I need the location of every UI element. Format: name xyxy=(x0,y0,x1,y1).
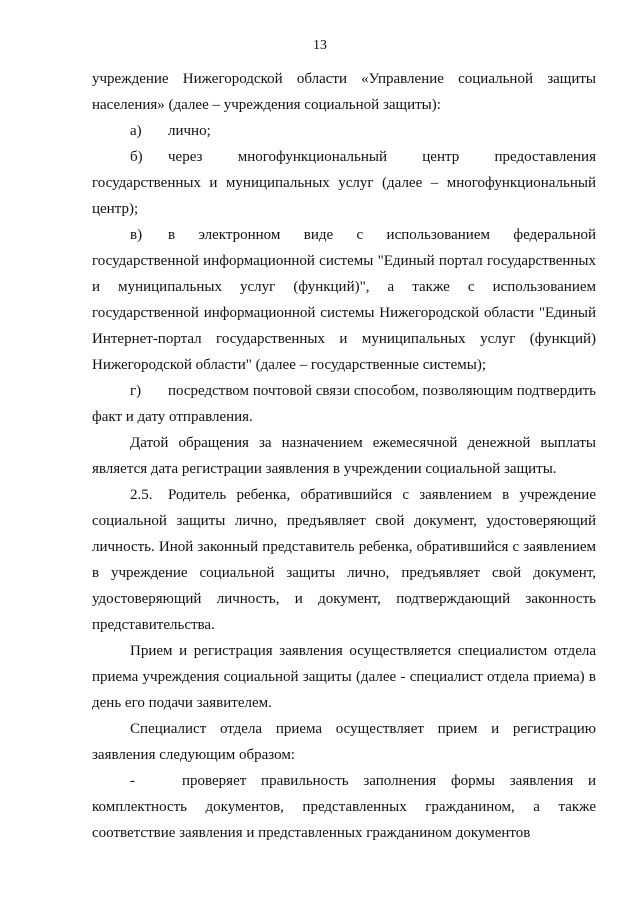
page-number: 13 xyxy=(313,38,327,53)
list-item-b xyxy=(92,144,596,222)
list-item-label: г) xyxy=(130,383,142,399)
section-text: Родитель ребенка, обратившийся с заявлением в учреждение социальной защиты лично, предъявляет свой документ, удостоверяющий личность. Иной законный представитель ребенка, обратившийся с заявлением в учреждение социальной защиты лично, предъявляет свой документ, удостоверяющий личность, и документ, подтверждающий законность представительства. xyxy=(92,487,596,633)
list-item-text: лично; xyxy=(168,123,211,139)
list-item-text: через многофункциональный центр предоставления государственных и муниципальных услуг (далее – многофункциональный центр); xyxy=(92,149,596,217)
paragraph-application-date: Датой обращения за назначением ежемесячной денежной выплаты является дата регистрации заявления в учреждении социальной защиты. xyxy=(92,435,596,477)
list-item-label: в) xyxy=(130,227,143,243)
list-item-label: б) xyxy=(130,149,143,165)
list-item-g xyxy=(92,378,596,430)
document-body xyxy=(92,66,596,846)
list-item-text: посредством почтовой связи способом, позволяющим подтвердить факт и дату отправления. xyxy=(92,383,596,425)
list-item-label: а) xyxy=(130,123,142,139)
list-item-dash xyxy=(92,768,596,846)
list-item-text: проверяет правильность заполнения формы заявления и комплектность документов, представленных гражданином, а также соответствие заявления и представленных гражданином документов xyxy=(92,773,596,841)
section-number: 2.5. xyxy=(130,487,153,503)
section-2-5 xyxy=(92,482,596,638)
list-item-label: - xyxy=(130,773,135,789)
list-item-text: в электронном виде с использованием федеральной государственной информационной системы "Единый портал государственных и муниципальных услуг (функций)", а также с использованием государственной информационной системы Нижегородской области "Единый Интернет-портал государственных и муниципальных услуг (функций) Нижегородской области" (далее – государственные системы); xyxy=(92,227,596,373)
list-item-a xyxy=(92,118,596,144)
paragraph-registration: Прием и регистрация заявления осуществляется специалистом отдела приема учреждения социальной защиты (далее - специалист отдела приема) в день его подачи заявителем. xyxy=(92,643,596,711)
list-item-v xyxy=(92,222,596,378)
paragraph-intro: учреждение Нижегородской области «Управление социальной защиты населения» (далее – учреждения социальной защиты): xyxy=(92,71,596,113)
paragraph-specialist: Специалист отдела приема осуществляет прием и регистрацию заявления следующим образом: xyxy=(92,721,596,763)
